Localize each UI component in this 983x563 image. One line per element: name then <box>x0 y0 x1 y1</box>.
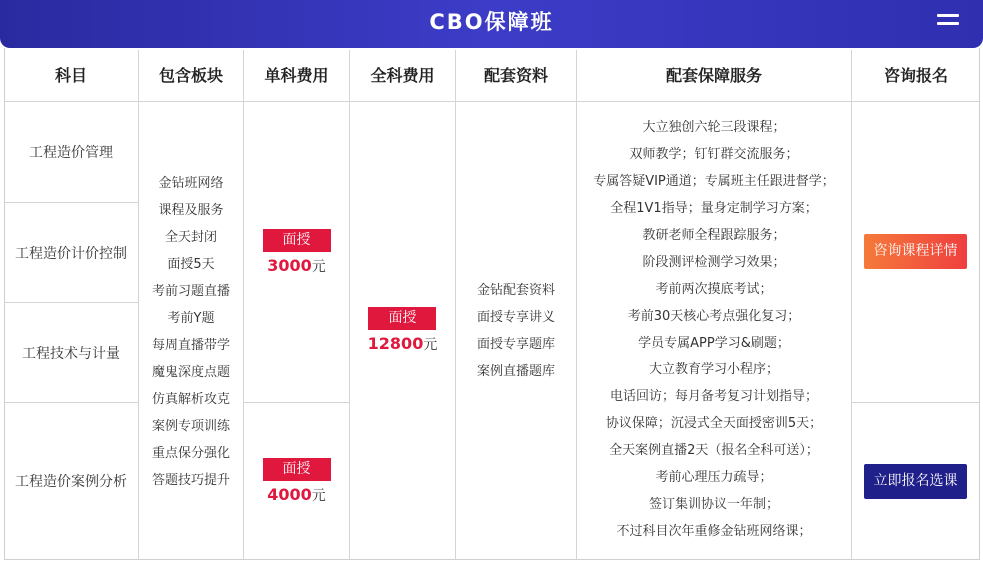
module-item: 全天封闭 <box>164 230 217 245</box>
service-item: 考前两次摸底考试； <box>655 281 773 297</box>
fee-unit: 元 <box>311 487 326 504</box>
module-item: 答题技巧提升 <box>151 473 230 488</box>
fee-amount: 3000 <box>267 255 312 275</box>
fee-price <box>368 334 438 354</box>
service-item: 全程1V1指导；量身定制学习方案； <box>610 200 818 216</box>
subject-cell: 工程造价管理 <box>29 145 113 161</box>
material-item: 面授专享讲义 <box>476 309 555 325</box>
module-item: 考前Y题 <box>167 311 215 326</box>
fee-unit: 元 <box>423 337 438 353</box>
subject-cell: 工程造价计价控制 <box>15 245 127 262</box>
single-fee-cell <box>244 102 349 402</box>
subject-cell: 工程造价案例分析 <box>15 474 127 490</box>
service-item: 双师教学；钉钉群交流服务； <box>629 147 799 163</box>
fee-price <box>267 485 326 505</box>
module-item: 考前习题直播 <box>151 284 230 299</box>
header-bar <box>0 0 983 48</box>
full-fee-cell <box>350 102 455 559</box>
column-header-subject: 科目 <box>54 66 87 85</box>
service-item: 考前30天核心考点强化复习； <box>627 308 801 324</box>
material-item: 面授专享题库 <box>476 336 555 352</box>
column-header-materials: 配套资料 <box>483 66 548 85</box>
material-item: 金钻配套资料 <box>476 282 555 298</box>
service-item: 教研老师全程跟踪服务； <box>642 227 786 243</box>
fee-amount: 12800 <box>367 334 424 353</box>
materials-cell <box>456 102 576 559</box>
services-cell <box>577 102 851 559</box>
service-item: 学员专属APP学习&刷题； <box>638 335 790 351</box>
service-item: 全天案例直播2天（报名全科可送）； <box>609 443 819 459</box>
module-item: 面授5天 <box>167 257 215 272</box>
fee-badge: 面授 <box>263 458 331 481</box>
column-divider <box>851 50 852 560</box>
column-header-modules: 包含板块 <box>158 66 223 85</box>
column-header-signup: 咨询报名 <box>883 66 948 85</box>
service-item: 专属答疑VIP通道；专属班主任跟进督学； <box>593 174 835 190</box>
material-item: 案例直播题库 <box>476 363 555 379</box>
hamburger-menu-icon[interactable] <box>937 14 959 32</box>
action-divider <box>851 402 980 403</box>
service-item: 大立独创六轮三段课程； <box>642 120 786 136</box>
service-item: 签订集训协议一年制； <box>648 496 779 512</box>
module-item: 重点保分强化 <box>151 446 230 461</box>
service-item: 大立教育学习小程序； <box>648 362 779 378</box>
module-item: 金钻班网络 <box>158 176 224 191</box>
service-item: 电话回访；每月备考复习计划指导； <box>609 389 818 405</box>
column-header-full-fee: 全科费用 <box>370 66 435 85</box>
module-item: 课程及服务 <box>158 203 224 218</box>
module-item: 仿真解析攻克 <box>151 392 230 407</box>
column-header-single-fee: 单科费用 <box>264 66 329 85</box>
modules-cell <box>139 170 243 494</box>
fee-unit: 元 <box>311 258 326 275</box>
fee-badge: 面授 <box>368 307 436 330</box>
fee-amount: 4000 <box>267 484 312 504</box>
module-item: 魔鬼深度点题 <box>151 365 230 380</box>
service-item: 考前心理压力疏导； <box>655 470 773 486</box>
fee-price <box>267 256 326 276</box>
consult-details-button[interactable]: 咨询课程详情 <box>864 234 967 269</box>
fee-badge: 面授 <box>263 229 331 252</box>
single-fee-cell <box>244 403 349 559</box>
page-title: CBO保障班 <box>429 10 554 34</box>
column-header-services: 配套保障服务 <box>665 66 762 85</box>
module-item: 每周直播带学 <box>151 338 230 353</box>
service-item: 协议保障；沉浸式全天面授密训5天； <box>605 416 823 432</box>
service-item: 阶段测评检测学习效果； <box>642 254 786 270</box>
service-item: 不过科目次年重修金钻班网络课； <box>616 523 812 539</box>
enroll-now-button[interactable]: 立即报名选课 <box>864 464 967 499</box>
module-item: 案例专项训练 <box>151 419 230 434</box>
subject-cell: 工程技术与计量 <box>22 345 120 362</box>
